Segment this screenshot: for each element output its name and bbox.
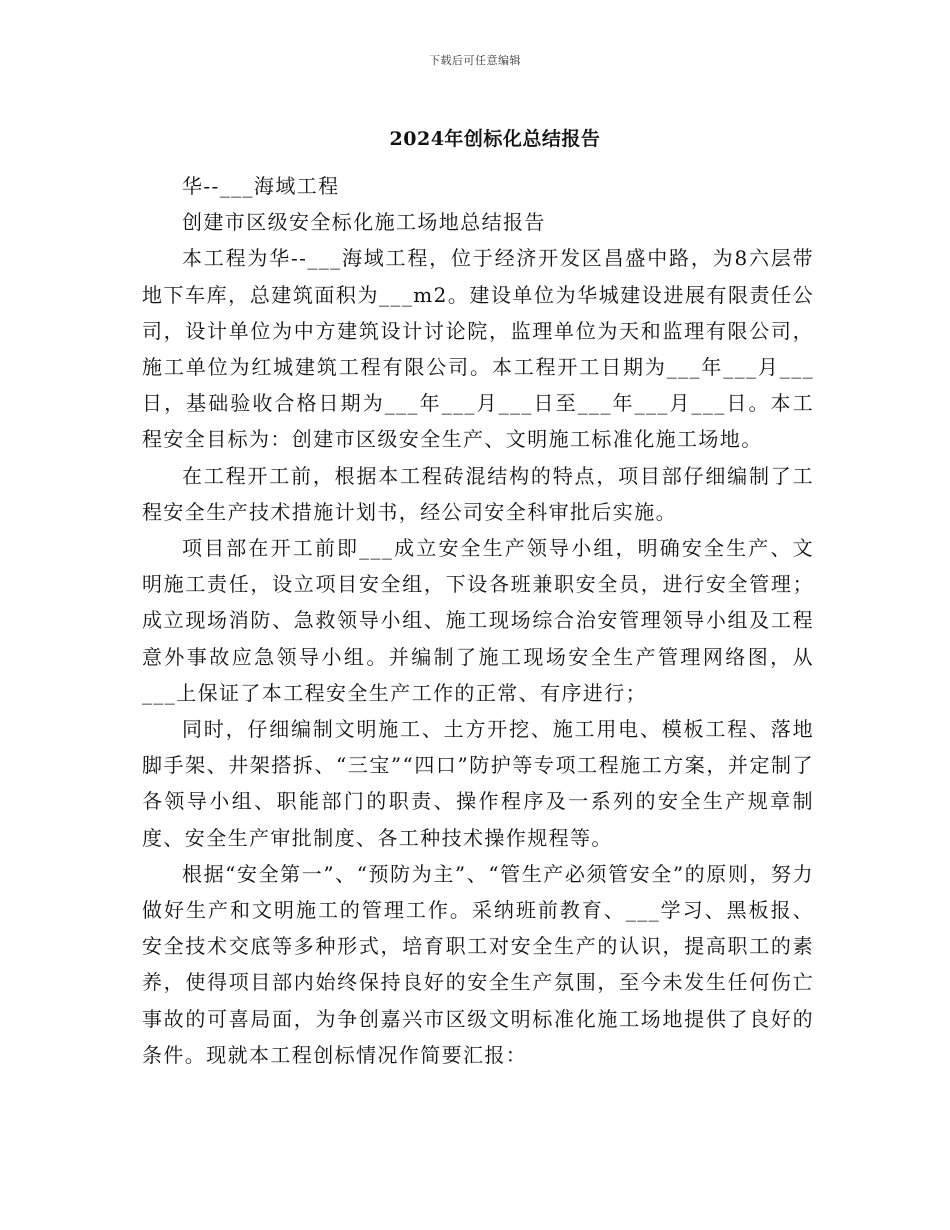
- paragraph-safety-principles: 根据“安全第一”、“预防为主”、“管生产必须管安全”的原则，努力做好生产和文明施工的管理工作。采纳班前教育、___学习、黑板报、安全技术交底等多种形式，培育职工对安全生产的认识，提高职工的素养，使得项目部内始终保持良好的安全生产氛围，至今未发生任何伤亡事故的可喜局面，为争创嘉兴市区级文明标准化施工场地提供了良好的条件。现就本工程创标情况作简要汇报：: [142, 861, 814, 1067]
- paragraph-report-subtitle: 创建市区级安全标化施工场地总结报告: [182, 210, 546, 235]
- paragraph-safety-organization: 项目部在开工前即___成立安全生产领导小组，明确安全生产、文明施工责任，设立项目安全组，下设各班兼职安全员，进行安全管理；成立现场消防、急救领导小组、施工现场综合治安管理领导小组及工程意外事故应急领导小组。并编制了施工现场安全生产管理网络图，从___上保证了本工程安全生产工作的正常、有序进行；: [142, 536, 814, 705]
- document-title: 2024年创标化总结报告: [389, 128, 601, 150]
- paragraph-project-overview: 本工程为华--___海域工程，位于经济开发区昌盛中路，为8六层带地下车库，总建筑面积为___m2。建设单位为华城建设进展有限责任公司，设计单位为中方建筑设计讨论院，监理单位为天和监理有限公司，施工单位为红城建筑工程有限公司。本工程开工日期为___年___月___日，基础验收合格日期为___年___月___日至___年___月___日。本工程安全目标为：创建市区级安全生产、文明施工标准化施工场地。: [142, 246, 814, 452]
- paragraph-project-name: 华--___海域工程: [182, 174, 340, 198]
- document-body: [142, 168, 814, 1073]
- paragraph-construction-plans: 同时，仔细编制文明施工、土方开挖、施工用电、模板工程、落地脚手架、井架搭拆、“三宝”“四口”防护等专项工程施工方案，并定制了各领导小组、职能部门的职责、操作程序及一系列的安全生产规章制度、安全生产审批制度、各工种技术操作规程等。: [142, 717, 814, 850]
- paragraph-pre-construction: 在工程开工前，根据本工程砖混结构的特点，项目部仔细编制了工程安全生产技术措施计划书，经公司安全科审批后实施。: [142, 463, 814, 524]
- header-note: 下载后可任意编辑: [429, 54, 521, 67]
